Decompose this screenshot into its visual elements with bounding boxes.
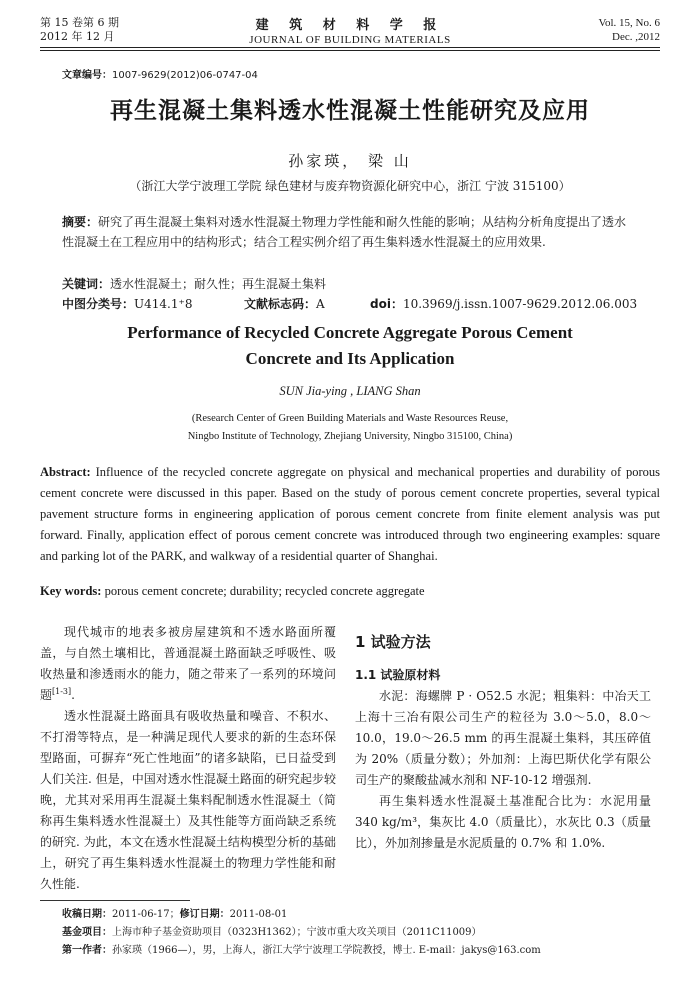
abstract-cn-label: 摘要：: [62, 215, 99, 229]
journal-name: [0, 14, 700, 46]
clc-label: 中图分类号：: [62, 297, 135, 311]
issue-date: 2012 年 12 月: [40, 30, 115, 43]
authors-en: SUN Jia-ying , LIANG Shan: [279, 384, 421, 398]
intro-paragraph-1: [40, 622, 336, 706]
abstract-en: [40, 462, 660, 567]
fund-label: 基金项目：: [62, 927, 112, 938]
keywords-en: [40, 584, 660, 599]
affiliation-en-line1: (Research Center of Green Building Materials and Waste Resources Reuse,: [191, 413, 509, 424]
article-number-value: 1007-9629(2012)06-0747-04: [112, 70, 258, 81]
keywords-cn-text: 透水性混凝土；耐久性；再生混凝土集料: [110, 277, 327, 291]
doi-label: doi：: [370, 297, 403, 311]
header-rule: [40, 47, 660, 48]
paper-title-cn: 再生混凝土集料透水性混凝土性能研究及应用: [110, 98, 590, 124]
paper-title-en: [0, 320, 700, 372]
abstract-cn-text: 研究了再生混凝土集料对透水性混凝土物理力学性能和耐久性能的影响；从结构分析角度提出了透水性混凝土在工程应用中的结构形式；结合工程实例介绍了再生集料透水性混凝土的应用效果.: [62, 215, 627, 249]
authors-cn: 孙家瑛， 梁 山: [288, 152, 412, 170]
footnote-author: [62, 942, 660, 960]
article-number-label: 文章编号：: [62, 70, 112, 81]
footnotes: [62, 906, 660, 960]
keywords-en-text: porous cement concrete; durability; recycled concrete aggregate: [104, 584, 425, 598]
journal-name-cn: 建 筑 材 料 学 报: [255, 18, 445, 33]
document-code-value: A: [316, 297, 325, 311]
body-column-right: [355, 622, 651, 854]
article-number: [62, 66, 258, 81]
intro-paragraph-1-text: 现代城市的地表多被房屋建筑和不透水路面所覆盖，与自然土壤相比，普通混凝土路面缺乏呼吸性、吸收热量和渗透雨水的能力，随之带来了一系列的环境问题: [40, 625, 336, 702]
fund-text: 上海市种子基金资助项目（0323H1362）；宁波市重大攻关项目（2011C11009）: [112, 927, 482, 938]
footnote-dates: [62, 906, 660, 924]
keywords-cn-label: 关键词：: [62, 277, 111, 291]
affiliation-en: [0, 410, 700, 446]
doi-value: 10.3969/j.issn.1007-9629.2012.06.003: [402, 297, 638, 311]
intro-paragraph-1-end: .: [71, 688, 75, 702]
issue-info-en: [598, 16, 660, 44]
body-column-left: [40, 622, 336, 895]
volume-issue: 第 15 卷第 6 期: [40, 16, 119, 29]
received-date: 2011-06-17；: [112, 909, 180, 920]
paper-title-en-line1: Performance of Recycled Concrete Aggregate Porous Cement: [127, 323, 573, 342]
abstract-cn: [62, 212, 638, 252]
footnote-fund: [62, 924, 660, 942]
journal-name-en: JOURNAL OF BUILDING MATERIALS: [249, 34, 451, 46]
volume-issue-en: Vol. 15, No. 6: [598, 17, 660, 29]
abstract-en-text: Influence of the recycled concrete aggregate on physical and mechanical properties and durability of porous cement concrete were discussed in this paper. Based on the study of porous cement concrete properties, several typical pavement structure forms in engineering application of porous cement concrete from finite element analysis was put forward. Finally, application effect of porous cement concrete was introduced through two engineering examples: square and parking lot of the PARK, and walkway of a residential quarter of Shanghai.: [40, 465, 661, 563]
section-heading: 1 试验方法: [355, 633, 431, 651]
clc-value: U414.1⁺8: [134, 297, 193, 311]
issue-date-en: Dec. ,2012: [612, 31, 660, 43]
revised-label: 修订日期：: [179, 909, 230, 920]
paper-title-en-line2: Concrete and Its Application: [245, 349, 455, 368]
document-code: [244, 294, 325, 314]
abstract-en-label: Abstract:: [40, 465, 91, 479]
clc-number: [62, 294, 192, 314]
mix-ratio-paragraph: 再生集料透水性混凝土基准配合比为：水泥用量 340 kg/m³，集灰比 4.0（质量比），水灰比 0.3（质量比），外加剂掺量是水泥质量的 0.7% 和 1.0%.: [355, 794, 651, 850]
subsection-heading: 1.1 试验原材料: [355, 668, 441, 682]
affiliation-cn: （浙江大学宁波理工学院 绿色建材与废弃物资源化研究中心，浙江 宁波 315100）: [129, 179, 571, 193]
first-author-label: 第一作者：: [62, 945, 112, 956]
header-rule-thin: [40, 50, 660, 51]
received-label: 收稿日期：: [62, 909, 112, 920]
affiliation-en-line2: Ningbo Institute of Technology, Zhejiang University, Ningbo 315100, China): [187, 431, 513, 442]
first-author-text: 孙家瑛（1966—），男，上海人，浙江大学宁波理工学院教授，博士. E-mail：jakys@163.com: [112, 945, 541, 956]
document-code-label: 文献标志码：: [244, 297, 317, 311]
keywords-en-label: Key words:: [40, 584, 102, 598]
materials-paragraph: 水泥：海螺牌 P · O52.5 水泥；粗集料：中冶天工上海十三冶有限公司生产的粒径为 3.0～5.0，8.0～10.0，19.0～26.5 mm 的再生混凝土集料，其压碎值为 20%（质量分数）；外加剂：上海巴斯伏化学有限公司生产的聚酸盐减水剂和 NF-10-12 增强剂.: [355, 689, 651, 787]
citation-ref: [1-3]: [52, 687, 72, 696]
intro-paragraph-2: 透水性混凝土路面具有吸收热量和噪音、不积水、不打滑等特点，是一种满足现代人要求的新的生态环保型路面，可摒弃“死亡性地面”的诸多缺陷，已日益受到人们关注. 但是，中国对透水性混凝土路面的研究起步较晚，尤其对采用再生混凝土集料配制透水性混凝土（简称再生集料透水性混凝土）及其性能等方面尚缺乏系统的研究. 为此，本文在透水性混凝土结构模型分析的基础上，研究了再生集料透水性混凝土的物理力学性能和耐久性能.: [40, 709, 336, 891]
keywords-cn: [62, 274, 638, 294]
doi: [370, 294, 637, 314]
revised-date: 2011-08-01: [229, 909, 288, 920]
footnote-rule: [40, 900, 190, 901]
